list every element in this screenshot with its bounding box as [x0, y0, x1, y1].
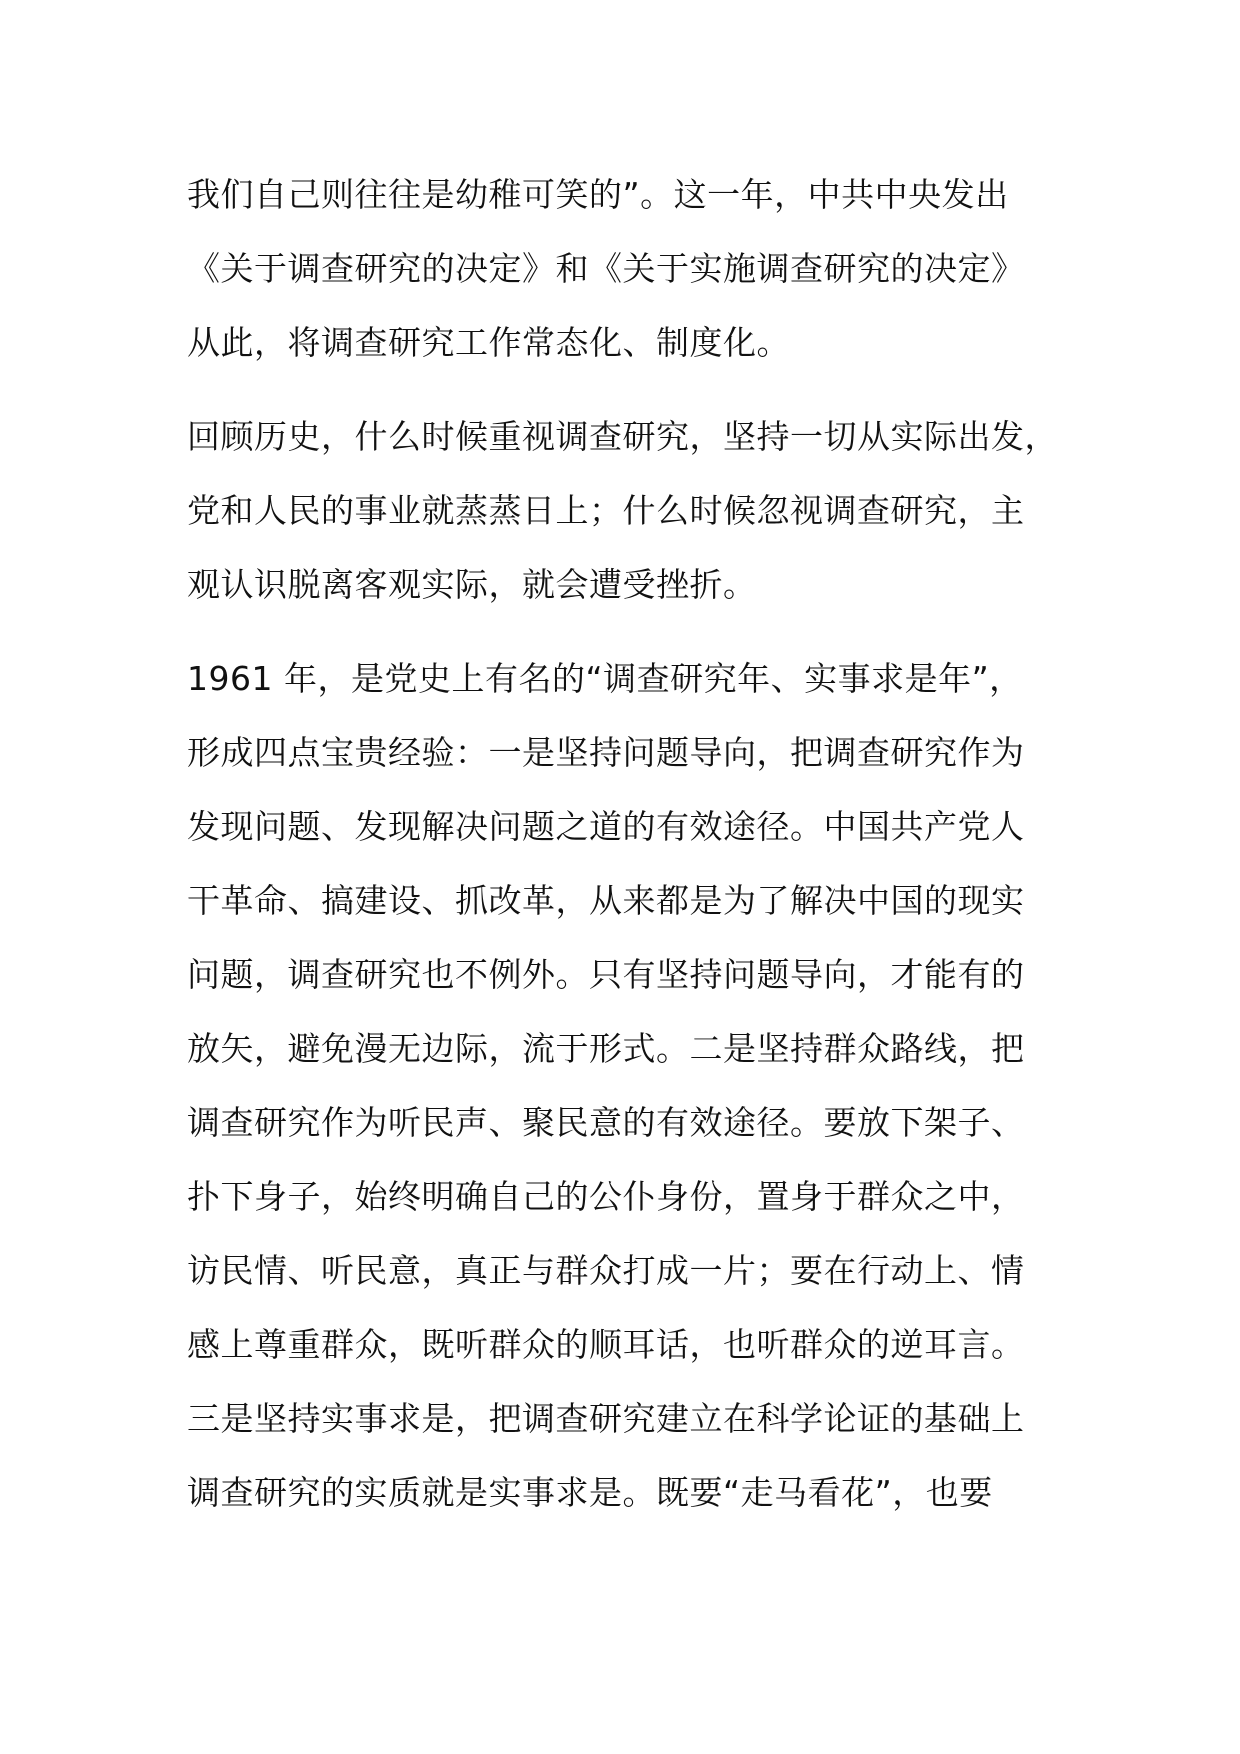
text-line: 发现问题、发现解决问题之道的有效途径。中国共产党人	[187, 807, 1025, 846]
text-line: 扑下身子，始终明确自己的公仆身份，置身于群众之中，	[187, 1177, 1025, 1216]
text-line: 调查研究作为听民声、聚民意的有效途径。要放下架子、	[187, 1103, 1025, 1142]
text-line: 调查研究的实质就是实事求是。既要“走马看花”，也要	[187, 1473, 993, 1512]
text-line: 观认识脱离客观实际，就会遭受挫折。	[187, 565, 757, 604]
text-line: 回顾历史，什么时候重视调查研究，坚持一切从实际出发，	[187, 417, 1058, 456]
text-line: 形成四点宝贵经验：一是坚持问题导向，把调查研究作为	[187, 733, 1025, 772]
text-line: 从此，将调查研究工作常态化、制度化。	[187, 323, 790, 362]
text-line: 访民情、听民意，真正与群众打成一片；要在行动上、情	[187, 1251, 1025, 1290]
text-line: 感上尊重群众，既听群众的顺耳话，也听群众的逆耳言。	[187, 1325, 1025, 1364]
text-line: 党和人民的事业就蒸蒸日上；什么时候忽视调查研究，主	[187, 491, 1025, 530]
text-line: 《关于调查研究的决定》和《关于实施调查研究的决定》	[187, 249, 1025, 288]
text-line: 三是坚持实事求是，把调查研究建立在科学论证的基础上	[187, 1399, 1025, 1438]
text-line: 我们自己则往往是幼稚可笑的”。这一年，中共中央发出	[187, 175, 1009, 214]
text-line: 干革命、搞建设、抓改革，从来都是为了解决中国的现实	[187, 881, 1025, 920]
text-line: 放矢，避免漫无边际，流于形式。二是坚持群众路线，把	[187, 1029, 1025, 1068]
text-line: 问题，调查研究也不例外。只有坚持问题导向，才能有的	[187, 955, 1025, 994]
text-line: 1961 年，是党史上有名的“调查研究年、实事求是年”，	[187, 659, 1023, 698]
